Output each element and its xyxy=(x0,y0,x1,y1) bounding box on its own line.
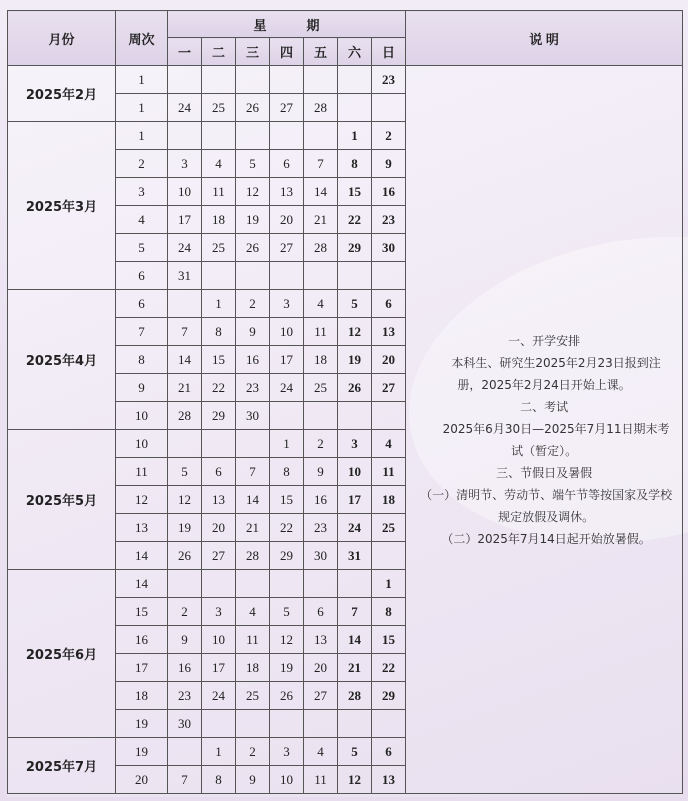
day-cell: 21 xyxy=(338,654,372,682)
day-cell: 13 xyxy=(270,178,304,206)
day-cell: 29 xyxy=(270,542,304,570)
day-cell: 7 xyxy=(236,458,270,486)
day-cell: 23 xyxy=(168,682,202,710)
day-cell xyxy=(236,262,270,290)
month-label: 2025年6月 xyxy=(8,570,116,738)
day-cell xyxy=(236,430,270,458)
month-label: 2025年4月 xyxy=(8,290,116,430)
day-cell: 16 xyxy=(168,654,202,682)
day-cell xyxy=(372,402,406,430)
day-cell: 4 xyxy=(202,150,236,178)
day-cell: 7 xyxy=(168,766,202,794)
header-weekday-5: 五 xyxy=(304,38,338,66)
day-cell: 3 xyxy=(270,290,304,318)
header-notes: 说 明 xyxy=(406,11,683,66)
day-cell: 6 xyxy=(372,290,406,318)
day-cell: 24 xyxy=(270,374,304,402)
day-cell: 10 xyxy=(338,458,372,486)
day-cell xyxy=(270,66,304,94)
day-cell: 17 xyxy=(202,654,236,682)
calendar-body xyxy=(8,66,683,794)
day-cell: 15 xyxy=(372,626,406,654)
day-cell: 27 xyxy=(202,542,236,570)
day-cell: 17 xyxy=(168,206,202,234)
day-cell: 2 xyxy=(236,290,270,318)
day-cell: 6 xyxy=(304,598,338,626)
day-cell: 18 xyxy=(236,654,270,682)
day-cell: 4 xyxy=(304,738,338,766)
day-cell xyxy=(304,66,338,94)
day-cell: 11 xyxy=(372,458,406,486)
day-cell: 5 xyxy=(270,598,304,626)
week-number: 4 xyxy=(116,206,168,234)
day-cell: 3 xyxy=(168,150,202,178)
day-cell: 26 xyxy=(338,374,372,402)
day-cell: 29 xyxy=(338,234,372,262)
week-row xyxy=(8,66,683,94)
day-cell: 12 xyxy=(236,178,270,206)
day-cell xyxy=(372,94,406,122)
day-cell: 31 xyxy=(168,262,202,290)
day-cell: 13 xyxy=(304,626,338,654)
day-cell: 12 xyxy=(168,486,202,514)
day-cell xyxy=(304,402,338,430)
day-cell: 27 xyxy=(372,374,406,402)
day-cell: 14 xyxy=(338,626,372,654)
week-number: 17 xyxy=(116,654,168,682)
day-cell xyxy=(168,430,202,458)
header-weekday-group-char-1: 星 xyxy=(253,17,267,33)
day-cell: 25 xyxy=(304,374,338,402)
day-cell: 15 xyxy=(202,346,236,374)
day-cell: 7 xyxy=(168,318,202,346)
week-number: 14 xyxy=(116,542,168,570)
day-cell: 29 xyxy=(202,402,236,430)
day-cell: 9 xyxy=(168,626,202,654)
week-number: 20 xyxy=(116,766,168,794)
day-cell xyxy=(270,402,304,430)
day-cell xyxy=(304,710,338,738)
day-cell: 15 xyxy=(270,486,304,514)
day-cell: 21 xyxy=(304,206,338,234)
header-weekday-7: 日 xyxy=(372,38,406,66)
day-cell xyxy=(202,570,236,598)
day-cell xyxy=(338,94,372,122)
day-cell: 23 xyxy=(236,374,270,402)
week-number: 8 xyxy=(116,346,168,374)
day-cell xyxy=(372,262,406,290)
day-cell xyxy=(236,66,270,94)
week-number: 13 xyxy=(116,514,168,542)
day-cell: 20 xyxy=(304,654,338,682)
day-cell: 5 xyxy=(338,738,372,766)
day-cell: 15 xyxy=(338,178,372,206)
day-cell: 25 xyxy=(202,94,236,122)
week-number: 19 xyxy=(116,710,168,738)
day-cell: 22 xyxy=(270,514,304,542)
day-cell: 4 xyxy=(372,430,406,458)
day-cell: 27 xyxy=(270,94,304,122)
day-cell: 28 xyxy=(304,234,338,262)
day-cell: 24 xyxy=(168,94,202,122)
notes-cell xyxy=(406,66,683,794)
header-weekday-3: 三 xyxy=(236,38,270,66)
day-cell: 14 xyxy=(168,346,202,374)
day-cell xyxy=(202,262,236,290)
week-number: 18 xyxy=(116,682,168,710)
week-number: 6 xyxy=(116,290,168,318)
day-cell: 10 xyxy=(202,626,236,654)
day-cell: 19 xyxy=(168,514,202,542)
day-cell: 2 xyxy=(236,738,270,766)
day-cell: 11 xyxy=(304,318,338,346)
day-cell: 24 xyxy=(202,682,236,710)
day-cell xyxy=(236,122,270,150)
day-cell: 29 xyxy=(372,682,406,710)
day-cell: 9 xyxy=(304,458,338,486)
week-number: 10 xyxy=(116,402,168,430)
day-cell: 28 xyxy=(338,682,372,710)
day-cell: 24 xyxy=(338,514,372,542)
day-cell: 5 xyxy=(236,150,270,178)
day-cell: 14 xyxy=(236,486,270,514)
week-number: 9 xyxy=(116,374,168,402)
day-cell xyxy=(202,430,236,458)
day-cell: 19 xyxy=(236,206,270,234)
day-cell: 26 xyxy=(168,542,202,570)
day-cell: 25 xyxy=(372,514,406,542)
week-number: 16 xyxy=(116,626,168,654)
day-cell: 30 xyxy=(236,402,270,430)
day-cell: 6 xyxy=(202,458,236,486)
day-cell: 9 xyxy=(236,766,270,794)
day-cell: 22 xyxy=(202,374,236,402)
month-label: 2025年2月 xyxy=(8,66,116,122)
day-cell xyxy=(372,542,406,570)
day-cell: 13 xyxy=(202,486,236,514)
notes-paragraph: （一）清明节、劳动节、端午节等按国家及学校规定放假及调休。 xyxy=(420,487,673,524)
day-cell xyxy=(304,570,338,598)
week-number: 2 xyxy=(116,150,168,178)
month-label: 2025年5月 xyxy=(8,430,116,570)
day-cell: 8 xyxy=(372,598,406,626)
day-cell: 23 xyxy=(372,66,406,94)
day-cell: 1 xyxy=(372,570,406,598)
day-cell: 16 xyxy=(236,346,270,374)
notes-paragraph: 本科生、研究生2025年2月23日报到注册，2025年2月24日开始上课。 xyxy=(451,355,661,392)
day-cell: 13 xyxy=(372,318,406,346)
day-cell: 11 xyxy=(202,178,236,206)
day-cell: 30 xyxy=(304,542,338,570)
day-cell xyxy=(304,262,338,290)
day-cell: 8 xyxy=(202,766,236,794)
day-cell: 11 xyxy=(236,626,270,654)
school-calendar-table xyxy=(7,10,683,794)
week-number: 6 xyxy=(116,262,168,290)
day-cell: 30 xyxy=(372,234,406,262)
day-cell xyxy=(338,570,372,598)
day-cell xyxy=(202,66,236,94)
notes-heading: 三、节假日及暑假 xyxy=(496,465,593,480)
day-cell: 26 xyxy=(236,234,270,262)
day-cell: 18 xyxy=(202,206,236,234)
month-label: 2025年7月 xyxy=(8,738,116,794)
day-cell: 12 xyxy=(270,626,304,654)
day-cell: 1 xyxy=(338,122,372,150)
day-cell: 3 xyxy=(338,430,372,458)
day-cell xyxy=(168,122,202,150)
day-cell: 10 xyxy=(270,766,304,794)
day-cell: 7 xyxy=(338,598,372,626)
day-cell xyxy=(338,66,372,94)
day-cell: 8 xyxy=(270,458,304,486)
day-cell: 12 xyxy=(338,766,372,794)
day-cell xyxy=(236,570,270,598)
day-cell: 26 xyxy=(270,682,304,710)
notes-paragraph: 2025年6月30日—2025年7月11日期末考试（暂定）。 xyxy=(442,421,670,458)
day-cell xyxy=(168,290,202,318)
day-cell: 27 xyxy=(304,682,338,710)
day-cell: 21 xyxy=(168,374,202,402)
day-cell: 16 xyxy=(304,486,338,514)
day-cell xyxy=(270,570,304,598)
day-cell: 28 xyxy=(236,542,270,570)
day-cell: 14 xyxy=(304,178,338,206)
header-weekday-1: 一 xyxy=(168,38,202,66)
day-cell: 2 xyxy=(304,430,338,458)
day-cell: 2 xyxy=(168,598,202,626)
day-cell: 16 xyxy=(372,178,406,206)
day-cell xyxy=(372,710,406,738)
day-cell xyxy=(270,122,304,150)
day-cell: 4 xyxy=(236,598,270,626)
week-number: 3 xyxy=(116,178,168,206)
week-number: 5 xyxy=(116,234,168,262)
day-cell xyxy=(304,122,338,150)
day-cell: 7 xyxy=(304,150,338,178)
day-cell: 5 xyxy=(168,458,202,486)
week-number: 1 xyxy=(116,94,168,122)
day-cell xyxy=(270,262,304,290)
week-number: 14 xyxy=(116,570,168,598)
day-cell: 3 xyxy=(270,738,304,766)
day-cell: 22 xyxy=(372,654,406,682)
notes-heading: 二、考试 xyxy=(520,399,569,414)
day-cell xyxy=(202,710,236,738)
day-cell: 17 xyxy=(270,346,304,374)
day-cell: 4 xyxy=(304,290,338,318)
day-cell xyxy=(338,262,372,290)
day-cell: 31 xyxy=(338,542,372,570)
header-weekday-6: 六 xyxy=(338,38,372,66)
day-cell xyxy=(202,122,236,150)
calendar-page xyxy=(7,10,682,797)
day-cell: 18 xyxy=(372,486,406,514)
week-number: 15 xyxy=(116,598,168,626)
week-number: 19 xyxy=(116,738,168,766)
day-cell: 8 xyxy=(202,318,236,346)
day-cell: 5 xyxy=(338,290,372,318)
day-cell: 1 xyxy=(202,290,236,318)
week-number: 7 xyxy=(116,318,168,346)
day-cell: 1 xyxy=(270,430,304,458)
day-cell: 12 xyxy=(338,318,372,346)
day-cell: 28 xyxy=(168,402,202,430)
day-cell: 19 xyxy=(338,346,372,374)
week-number: 1 xyxy=(116,122,168,150)
day-cell: 19 xyxy=(270,654,304,682)
day-cell: 23 xyxy=(372,206,406,234)
day-cell: 25 xyxy=(202,234,236,262)
day-cell: 9 xyxy=(236,318,270,346)
day-cell: 30 xyxy=(168,710,202,738)
week-number: 12 xyxy=(116,486,168,514)
day-cell: 17 xyxy=(338,486,372,514)
day-cell: 25 xyxy=(236,682,270,710)
day-cell: 9 xyxy=(372,150,406,178)
day-cell: 8 xyxy=(338,150,372,178)
day-cell: 24 xyxy=(168,234,202,262)
day-cell: 28 xyxy=(304,94,338,122)
month-label: 2025年3月 xyxy=(8,122,116,290)
day-cell: 6 xyxy=(270,150,304,178)
day-cell: 3 xyxy=(202,598,236,626)
header-weekday-group-char-2: 期 xyxy=(306,17,320,33)
day-cell: 21 xyxy=(236,514,270,542)
week-number: 11 xyxy=(116,458,168,486)
header-weekday-4: 四 xyxy=(270,38,304,66)
day-cell: 27 xyxy=(270,234,304,262)
day-cell: 11 xyxy=(304,766,338,794)
day-cell xyxy=(168,570,202,598)
day-cell: 13 xyxy=(372,766,406,794)
day-cell xyxy=(338,710,372,738)
day-cell: 1 xyxy=(202,738,236,766)
day-cell xyxy=(168,66,202,94)
day-cell xyxy=(168,738,202,766)
day-cell xyxy=(236,710,270,738)
header-month: 月份 xyxy=(8,11,116,66)
day-cell: 18 xyxy=(304,346,338,374)
day-cell: 20 xyxy=(202,514,236,542)
day-cell: 20 xyxy=(372,346,406,374)
week-number: 10 xyxy=(116,430,168,458)
header-week: 周次 xyxy=(116,11,168,66)
day-cell: 2 xyxy=(372,122,406,150)
header-weekday-2: 二 xyxy=(202,38,236,66)
day-cell: 23 xyxy=(304,514,338,542)
notes-paragraph: （二）2025年7月14日起开始放暑假。 xyxy=(441,531,651,546)
week-number: 1 xyxy=(116,66,168,94)
day-cell: 22 xyxy=(338,206,372,234)
notes-content xyxy=(406,310,682,550)
day-cell: 26 xyxy=(236,94,270,122)
day-cell: 20 xyxy=(270,206,304,234)
header-weekday-group xyxy=(168,11,406,38)
day-cell xyxy=(270,710,304,738)
day-cell: 10 xyxy=(270,318,304,346)
day-cell xyxy=(338,402,372,430)
day-cell: 10 xyxy=(168,178,202,206)
notes-heading: 一、开学安排 xyxy=(508,333,581,348)
day-cell: 6 xyxy=(372,738,406,766)
